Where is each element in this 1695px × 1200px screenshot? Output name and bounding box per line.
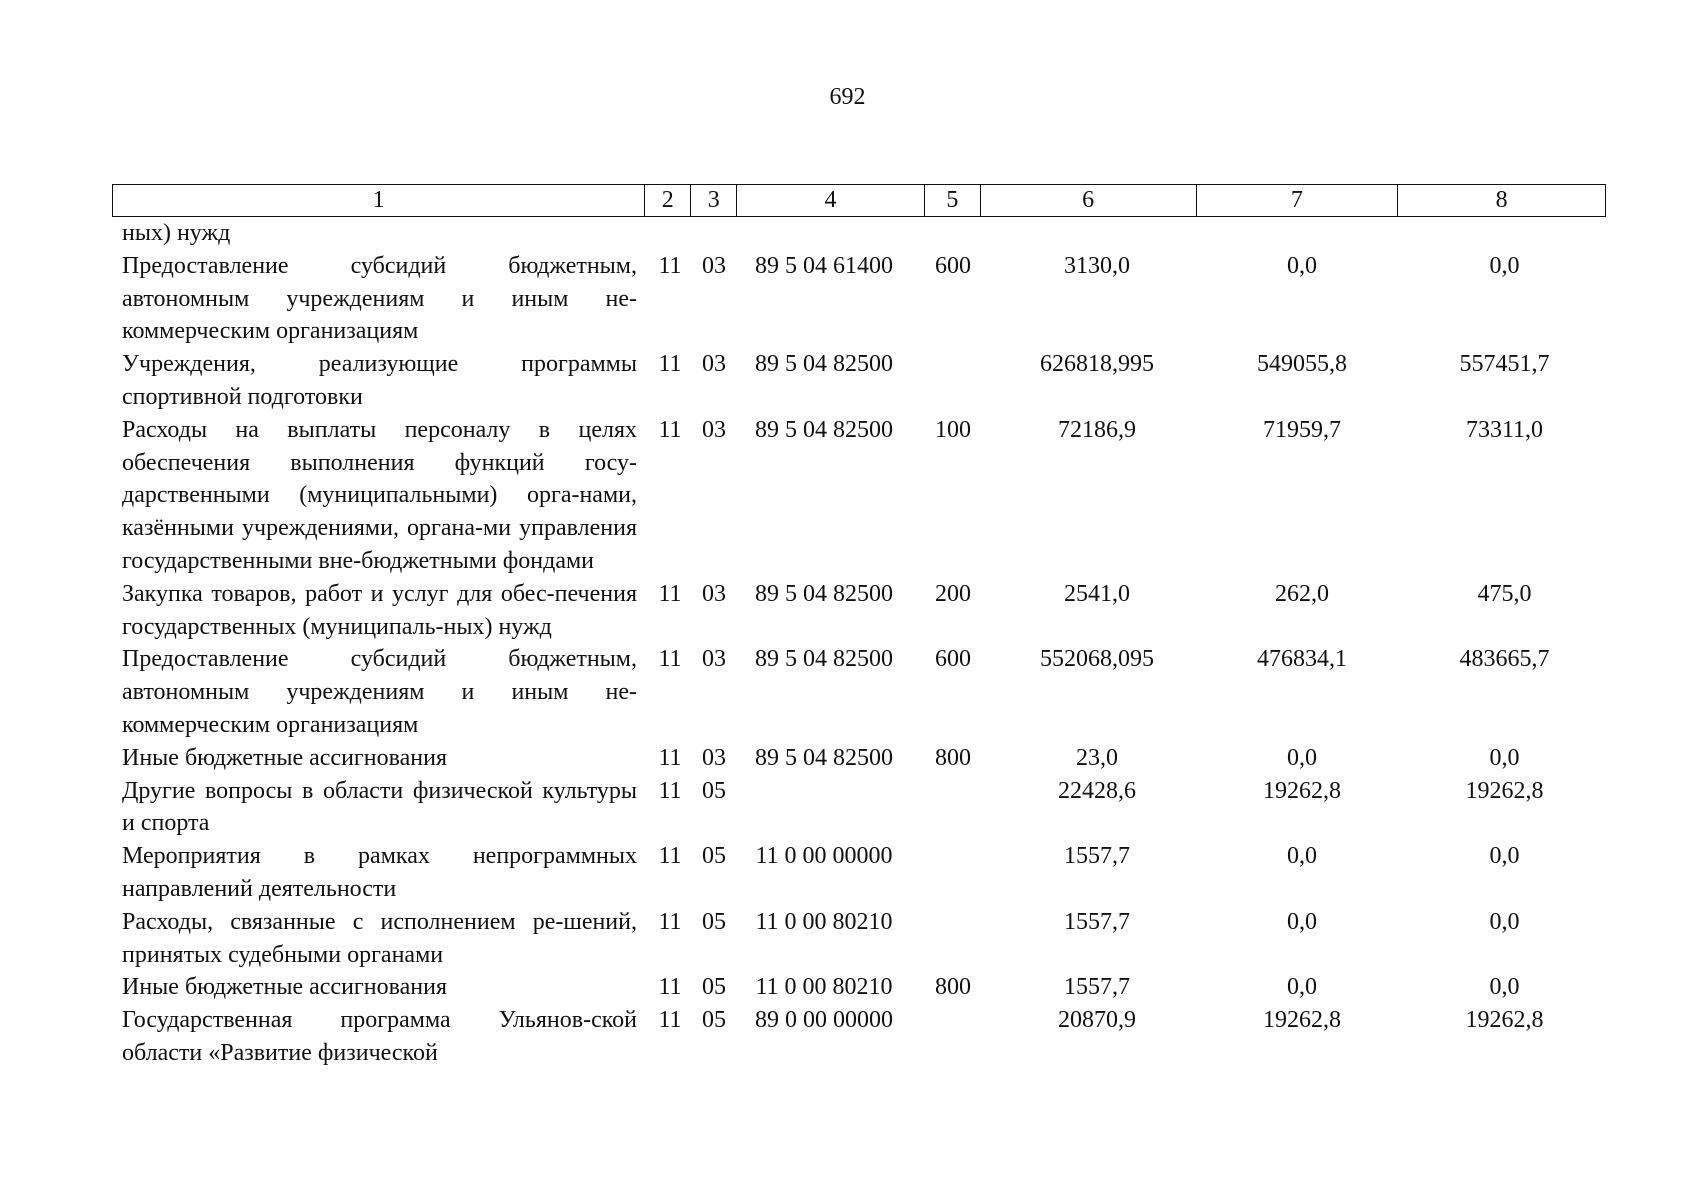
row-amount-6: 23,0 <box>1076 744 1118 771</box>
row-subsection: 03 <box>702 646 726 673</box>
row-expense-type: 100 <box>935 416 971 443</box>
row-expense-type: 800 <box>935 974 971 1001</box>
header-col-2: 2 <box>645 185 691 216</box>
row-subsection: 05 <box>702 843 726 870</box>
row-target-code: 89 5 04 61400 <box>755 252 893 279</box>
row-expense-type <box>925 906 981 972</box>
table-row <box>112 217 1606 250</box>
row-section: 11 <box>658 646 682 673</box>
row-expense-type: 800 <box>935 744 971 771</box>
budget-table <box>112 184 1606 1070</box>
row-name: Другие вопросы в области физической культуры и спорта <box>122 777 637 837</box>
row-amount-7 <box>1197 217 1399 250</box>
row-subsection: 03 <box>702 252 726 279</box>
row-amount-6: 3130,0 <box>1064 252 1130 279</box>
table-row <box>112 1004 1606 1070</box>
row-amount-8: 0,0 <box>1489 908 1520 935</box>
row-expense-type: 600 <box>935 252 971 279</box>
row-amount-7: 549055,8 <box>1257 351 1347 378</box>
row-target-code: 89 5 04 82500 <box>755 744 893 771</box>
table-body <box>112 217 1606 1070</box>
table-row <box>112 250 1606 348</box>
row-target-code: 11 0 00 00000 <box>755 843 893 870</box>
row-amount-7: 0,0 <box>1287 908 1317 935</box>
row-target-code <box>737 775 925 841</box>
row-section: 11 <box>658 351 682 378</box>
row-name: Иные бюджетные ассигнования <box>122 974 447 1001</box>
row-amount-7: 262,0 <box>1275 580 1329 607</box>
row-expense-type <box>925 348 981 414</box>
row-amount-6: 626818,995 <box>1040 351 1154 378</box>
row-section: 11 <box>658 744 682 771</box>
row-subsection <box>691 217 737 250</box>
row-subsection: 03 <box>702 416 726 443</box>
row-amount-8: 19262,8 <box>1465 1007 1544 1034</box>
row-amount-7: 476834,1 <box>1257 646 1347 673</box>
table-header <box>112 184 1606 217</box>
row-amount-8: 557451,7 <box>1459 351 1550 378</box>
row-name: Предоставление субсидий бюджетным, автономным учреждениям и иным не-коммерческим организациям <box>122 252 637 345</box>
row-subsection: 05 <box>702 777 726 804</box>
row-amount-6: 20870,9 <box>1058 1007 1136 1034</box>
row-amount-8: 483665,7 <box>1459 646 1550 673</box>
header-col-1: 1 <box>113 185 645 216</box>
row-section: 11 <box>658 580 682 607</box>
row-target-code: 11 0 00 80210 <box>755 974 893 1001</box>
row-subsection: 03 <box>702 351 726 378</box>
table-row <box>112 775 1606 841</box>
row-amount-8: 73311,0 <box>1465 416 1544 443</box>
row-subsection: 03 <box>702 744 726 771</box>
row-section: 11 <box>658 843 682 870</box>
row-name: Государственная программа Ульянов-ской области «Развитие физической <box>122 1007 637 1066</box>
row-subsection: 05 <box>702 974 726 1001</box>
row-amount-8: 0,0 <box>1489 252 1520 279</box>
table-row <box>112 348 1606 414</box>
row-amount-6: 1557,7 <box>1064 908 1130 935</box>
row-target-code <box>737 217 925 250</box>
row-expense-type <box>925 1004 981 1070</box>
row-amount-6: 552068,095 <box>1040 646 1154 673</box>
row-amount-8: 475,0 <box>1477 580 1532 607</box>
row-amount-7: 0,0 <box>1287 974 1317 1001</box>
row-section: 11 <box>658 908 682 935</box>
row-amount-8: 0,0 <box>1489 843 1520 870</box>
row-amount-6: 1557,7 <box>1064 843 1130 870</box>
row-amount-6 <box>981 217 1197 250</box>
row-amount-6: 72186,9 <box>1058 416 1136 443</box>
page-number: 692 <box>829 84 866 110</box>
header-col-6: 6 <box>981 185 1197 216</box>
header-col-7: 7 <box>1197 185 1399 216</box>
row-amount-6: 22428,6 <box>1058 777 1136 804</box>
row-expense-type: 600 <box>935 646 971 673</box>
row-target-code: 89 5 04 82500 <box>755 416 893 443</box>
row-target-code: 11 0 00 80210 <box>755 908 893 935</box>
row-name: Закупка товаров, работ и услуг для обес-печения государственных (муниципаль-ных) нужд <box>122 580 637 640</box>
row-section: 11 <box>658 416 682 443</box>
row-subsection: 03 <box>702 580 726 607</box>
table-row <box>112 643 1606 741</box>
row-target-code: 89 5 04 82500 <box>755 351 893 378</box>
row-amount-7: 0,0 <box>1287 744 1317 771</box>
row-name: Иные бюджетные ассигнования <box>122 744 447 771</box>
header-col-3: 3 <box>691 185 737 216</box>
header-col-5: 5 <box>925 185 981 216</box>
row-amount-8: 0,0 <box>1489 744 1520 771</box>
row-expense-type <box>925 840 981 906</box>
header-col-4: 4 <box>737 185 925 216</box>
table-row <box>112 414 1606 578</box>
row-section: 11 <box>658 974 682 1001</box>
row-section: 11 <box>658 252 682 279</box>
row-expense-type <box>925 217 981 250</box>
row-section: 11 <box>658 777 682 804</box>
row-name: Учреждения, реализующие программы спортивной подготовки <box>122 351 637 410</box>
row-name: ных) нужд <box>122 220 231 246</box>
table-row <box>112 971 1606 1004</box>
row-subsection: 05 <box>702 1007 726 1034</box>
row-name: Расходы на выплаты персоналу в целях обеспечения выполнения функций госу-дарственными (муниципальными) орга-нами, казёнными учреждениями, органа-ми управления государственными вне-бюджетными фондами <box>122 416 637 574</box>
row-expense-type <box>925 775 981 841</box>
row-amount-7: 71959,7 <box>1263 416 1341 443</box>
row-amount-7: 19262,8 <box>1263 1007 1341 1034</box>
table-row <box>112 906 1606 972</box>
row-expense-type: 200 <box>935 580 971 607</box>
row-amount-8 <box>1399 217 1606 250</box>
row-amount-6: 1557,7 <box>1064 974 1130 1001</box>
row-name: Предоставление субсидий бюджетным, автономным учреждениям и иным не-коммерческим организациям <box>122 646 637 738</box>
table-row <box>112 578 1606 644</box>
row-section: 11 <box>658 1007 682 1034</box>
row-name: Мероприятия в рамках непрограммных направлений деятельности <box>122 843 637 902</box>
row-subsection: 05 <box>702 908 726 935</box>
table-row <box>112 840 1606 906</box>
row-target-code: 89 5 04 82500 <box>755 646 893 673</box>
row-amount-7: 0,0 <box>1287 252 1317 279</box>
row-amount-6: 2541,0 <box>1064 580 1130 607</box>
row-amount-7: 19262,8 <box>1263 777 1341 804</box>
header-col-8: 8 <box>1495 187 1508 213</box>
row-name: Расходы, связанные с исполнением ре-шений, принятых судебными органами <box>122 908 637 968</box>
row-amount-8: 0,0 <box>1489 974 1520 1001</box>
row-target-code: 89 5 04 82500 <box>755 580 893 607</box>
row-amount-7: 0,0 <box>1287 843 1317 870</box>
row-target-code: 89 0 00 00000 <box>755 1007 893 1034</box>
row-section <box>645 217 691 250</box>
table-row <box>112 742 1606 775</box>
row-amount-8: 19262,8 <box>1465 777 1544 804</box>
